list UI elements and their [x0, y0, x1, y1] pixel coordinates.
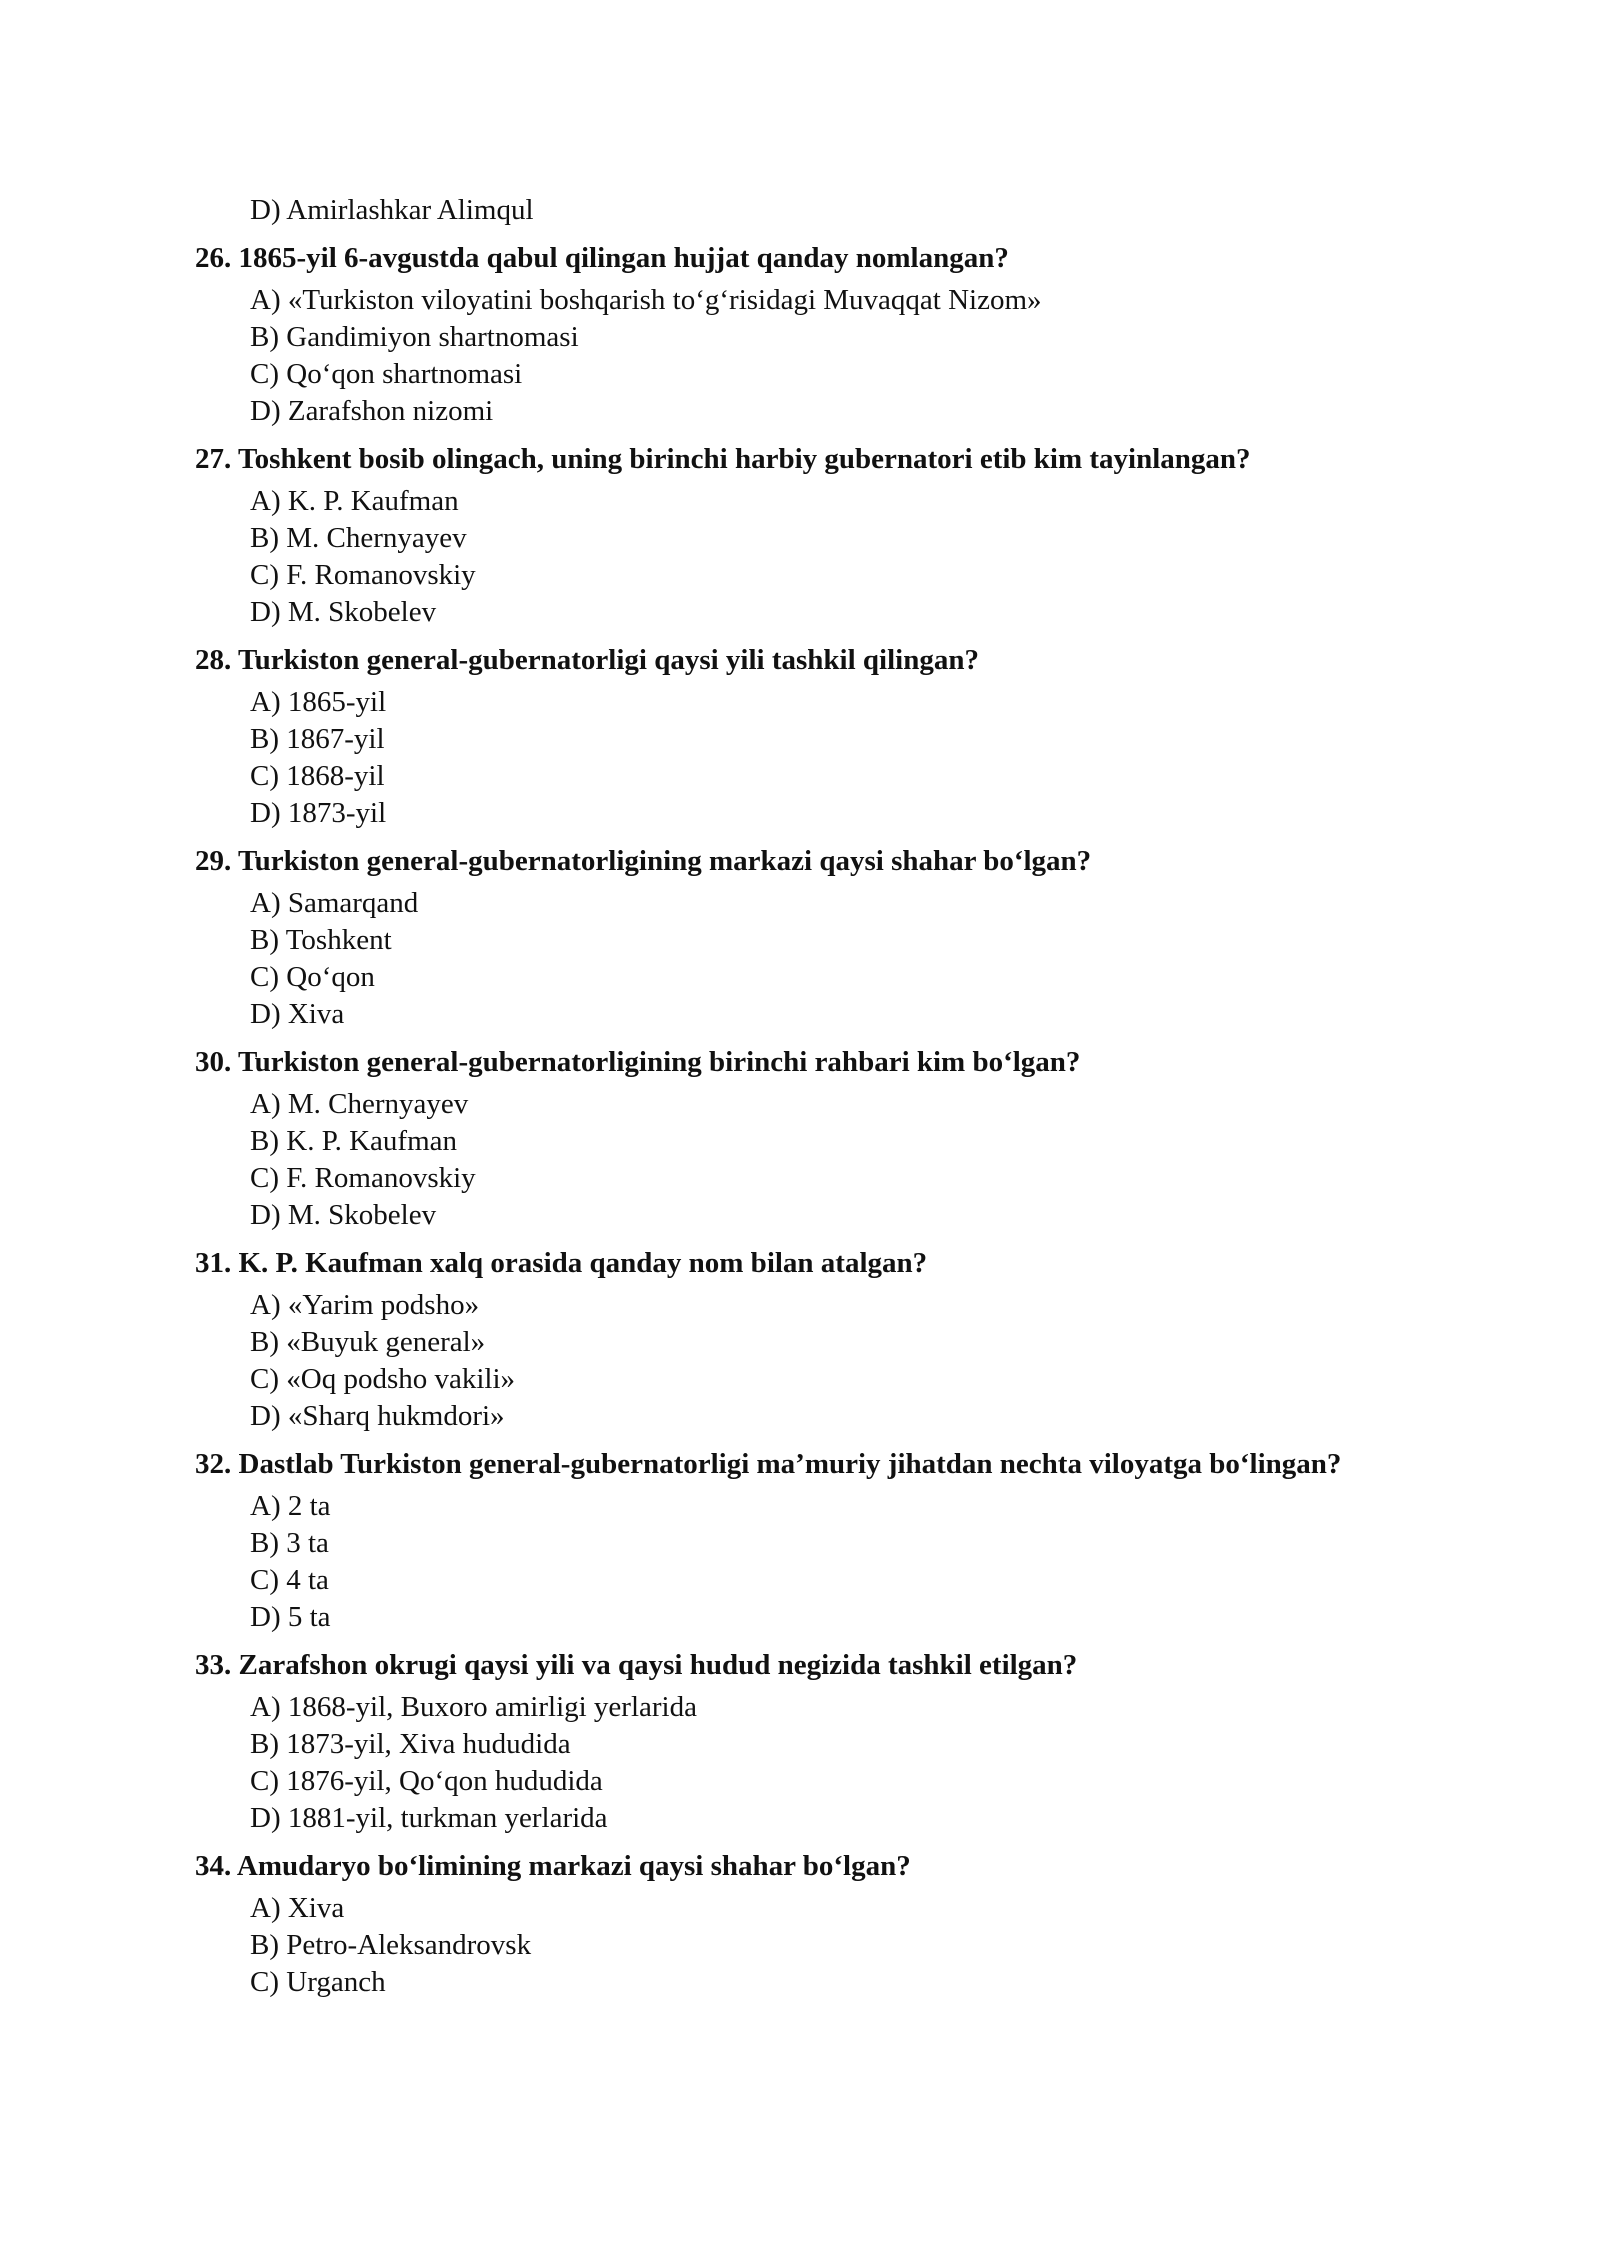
- option-text: D) «Sharq hukmdori»: [250, 1400, 505, 1432]
- option-text: C) Qo‘qon shartnomasi: [250, 358, 523, 390]
- option-text: D) Zarafshon nizomi: [250, 395, 494, 427]
- question-title: 31. K. P. Kaufman xalq orasida qanday nom bilan atalgan?: [195, 1247, 928, 1279]
- option-text: C) 1876-yil, Qo‘qon hududida: [250, 1765, 603, 1797]
- question-block: [195, 843, 1445, 1033]
- option-text: D) M. Skobelev: [250, 596, 437, 628]
- option-text: B) Petro-Aleksandrovsk: [250, 1929, 532, 1961]
- option-text: D) 1881-yil, turkman yerlarida: [250, 1802, 608, 1834]
- option-text: B) 1867-yil: [250, 723, 385, 755]
- option-text: A) «Turkiston viloyatini boshqarish to‘g‘risidagi Muvaqqat Nizom»: [250, 284, 1042, 316]
- option-text: C) 1868-yil: [250, 760, 385, 792]
- option-text: C) «Oq podsho vakili»: [250, 1363, 516, 1395]
- option-text: B) «Buyuk general»: [250, 1326, 486, 1358]
- question-title: 29. Turkiston general-gubernatorligining markazi qaysi shahar bo‘lgan?: [195, 845, 1092, 877]
- question-title: 34. Amudaryo bo‘limining markazi qaysi shahar bo‘lgan?: [195, 1850, 911, 1882]
- question-title: 30. Turkiston general-gubernatorligining birinchi rahbari kim bo‘lgan?: [195, 1046, 1081, 1078]
- question-block: [195, 642, 1445, 832]
- option-list: [195, 1287, 1445, 1435]
- question-title: 32. Dastlab Turkiston general-gubernatorligi ma’muriy jihatdan nechta viloyatga bo‘lingan?: [195, 1448, 1342, 1480]
- question-block: [195, 1044, 1445, 1234]
- option-text: A) Xiva: [250, 1892, 345, 1924]
- option-text: D) 5 ta: [250, 1601, 331, 1633]
- question-block: [195, 441, 1445, 631]
- option-text: C) Urganch: [250, 1966, 386, 1998]
- option-text: C) Qo‘qon: [250, 961, 375, 993]
- option-text: B) Toshkent: [250, 924, 392, 956]
- option-text: A) Samarqand: [250, 887, 419, 919]
- question-title: 28. Turkiston general-gubernatorligi qaysi yili tashkil qilingan?: [195, 644, 979, 676]
- option-list: [195, 1086, 1445, 1234]
- option-list: [195, 483, 1445, 631]
- option-text: B) Gandimiyon shartnomasi: [250, 321, 579, 353]
- question-block: [195, 1446, 1445, 1636]
- question-block: [195, 1647, 1445, 1837]
- question-block: [195, 1245, 1445, 1435]
- option-text: A) 1868-yil, Buxoro amirligi yerlarida: [250, 1691, 697, 1723]
- option-text: D) M. Skobelev: [250, 1199, 437, 1231]
- option-text: B) K. P. Kaufman: [250, 1125, 458, 1157]
- question-block: [195, 240, 1445, 430]
- question-block: [195, 1848, 1445, 2001]
- option-text: A) K. P. Kaufman: [250, 485, 459, 517]
- option-list: [195, 684, 1445, 832]
- option-text: B) 3 ta: [250, 1527, 329, 1559]
- option-text: B) M. Chernyayev: [250, 522, 467, 554]
- option-text: C) 4 ta: [250, 1564, 329, 1596]
- question-title: 33. Zarafshon okrugi qaysi yili va qaysi hudud negizida tashkil etilgan?: [195, 1649, 1078, 1681]
- question-title: 26. 1865-yil 6-avgustda qabul qilingan hujjat qanday nomlangan?: [195, 242, 1009, 274]
- option-text: A) 2 ta: [250, 1490, 331, 1522]
- option-text: D) Xiva: [250, 998, 345, 1030]
- option-text: D) Amirlashkar Alimqul: [250, 194, 534, 226]
- quiz-page: [195, 192, 1445, 2012]
- option-text: C) F. Romanovskiy: [250, 559, 476, 591]
- option-list: [195, 1689, 1445, 1837]
- option-text: B) 1873-yil, Xiva hududida: [250, 1728, 571, 1760]
- option-text: D) 1873-yil: [250, 797, 387, 829]
- option-text: A) «Yarim podsho»: [250, 1289, 480, 1321]
- option-text: C) F. Romanovskiy: [250, 1162, 476, 1194]
- option-text: A) 1865-yil: [250, 686, 387, 718]
- option-text: A) M. Chernyayev: [250, 1088, 469, 1120]
- question-title: 27. Toshkent bosib olingach, uning birinchi harbiy gubernatori etib kim tayinlangan?: [195, 443, 1251, 475]
- option-list: [195, 282, 1445, 430]
- option-list: [195, 1488, 1445, 1636]
- question-list: [195, 240, 1445, 2001]
- option-list: [195, 1890, 1445, 2001]
- option-list: [195, 885, 1445, 1033]
